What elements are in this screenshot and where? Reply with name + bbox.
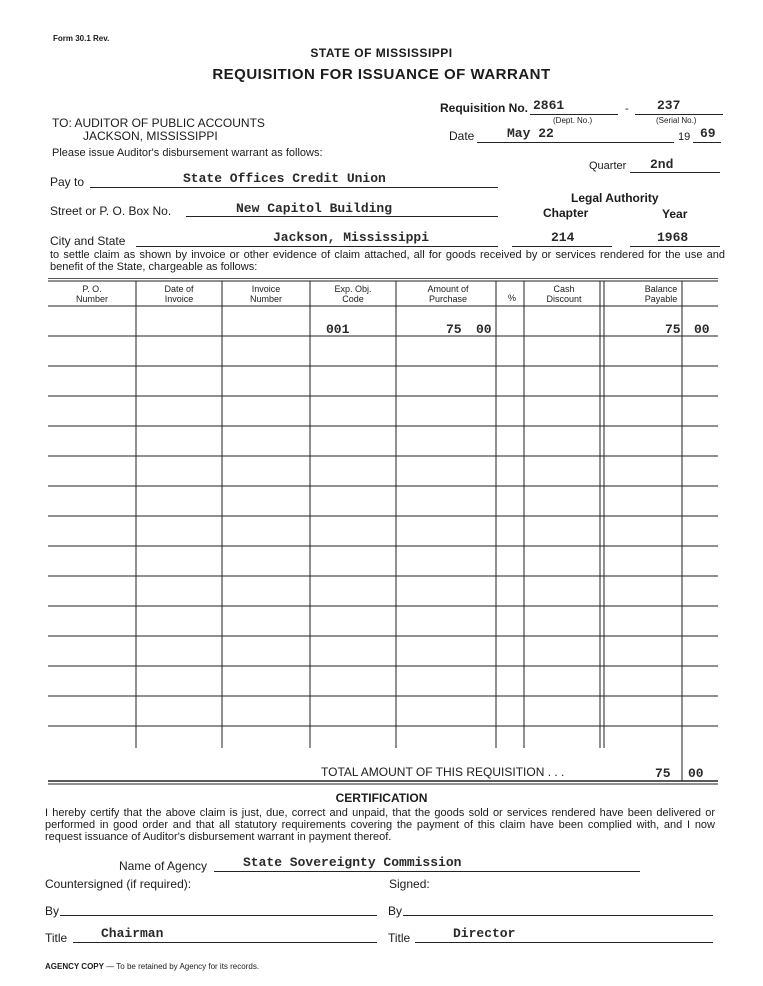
agency-copy-note xyxy=(45,962,259,971)
row-1-exp-obj-code: 001 xyxy=(326,322,350,337)
certification-title: CERTIFICATION xyxy=(335,791,428,805)
total-dollars: 75 xyxy=(655,766,671,781)
pay-to-label: Pay to xyxy=(50,175,85,189)
column-header-percent: % xyxy=(507,293,516,303)
certification-text: I hereby certify that the above claim is just, due, correct and unpaid, that the goods sold or services rendered have been delivered or performed in good order and that all statutory requirements covering the payment of this claim have been complied with, and I now request issuance of Auditor's disbursement warrant in payment thereof. xyxy=(45,807,715,843)
authority-year-value: 1968 xyxy=(657,230,689,245)
row-1-amount-dollars: 75 xyxy=(446,322,462,337)
settle-text: to settle claim as shown by invoice or other evidence of claim attached, all for goods received by or services rendered for the use and benefit of the State, chargeable as follows: xyxy=(50,249,725,273)
agency-copy-label: AGENCY COPY xyxy=(45,962,104,971)
column-header-date-of-invoice: Date of Invoice xyxy=(164,284,194,304)
left-by-label: By xyxy=(45,904,60,918)
pay-to-value: State Offices Credit Union xyxy=(183,171,386,186)
dept-caption: (Dept. No.) xyxy=(553,116,593,125)
instruction-text: Please issue Auditor's disbursement warrant as follows: xyxy=(52,147,323,159)
legal-authority-title: Legal Authority xyxy=(571,191,659,205)
chapter-value: 214 xyxy=(551,230,575,245)
column-header-exp-obj-code: Exp. Obj. Code xyxy=(334,284,372,304)
form-number: Form 30.1 Rev. xyxy=(53,34,110,43)
street-value: New Capitol Building xyxy=(236,201,393,216)
column-header-po-number: P. O. Number xyxy=(75,284,108,304)
countersigned-label: Countersigned (if required): xyxy=(45,877,192,891)
chapter-label: Chapter xyxy=(543,206,589,220)
agency-value: State Sovereignty Commission xyxy=(243,855,462,870)
right-title-label: Title xyxy=(388,931,411,945)
column-header-balance-payable: Balance Payable xyxy=(644,284,678,304)
right-title-value: Director xyxy=(453,926,516,941)
agency-copy-text: — To be retained by Agency for its records. xyxy=(106,962,260,971)
addressee-line2: JACKSON, MISSISSIPPI xyxy=(83,129,218,143)
agency-label: Name of Agency xyxy=(119,859,208,873)
column-header-cash-discount: Cash Discount xyxy=(546,284,582,304)
column-header-invoice-number: Invoice Number xyxy=(249,284,282,304)
quarter-value: 2nd xyxy=(650,157,674,172)
form-title: REQUISITION FOR ISSUANCE OF WARRANT xyxy=(212,66,551,83)
date-label: Date xyxy=(449,129,475,143)
date-value: May 22 xyxy=(507,126,554,141)
year-value: 69 xyxy=(700,126,716,141)
quarter-label: Quarter xyxy=(589,160,627,172)
left-title-value: Chairman xyxy=(101,926,164,941)
city-value: Jackson, Mississippi xyxy=(273,230,430,245)
dept-number: 2861 xyxy=(533,98,565,113)
row-1-amount-cents: 00 xyxy=(476,322,492,337)
total-cents: 00 xyxy=(688,766,704,781)
city-label: City and State xyxy=(50,234,126,248)
serial-caption: (Serial No.) xyxy=(656,116,697,125)
left-title-label: Title xyxy=(45,931,68,945)
requisition-label: Requisition No. xyxy=(440,101,528,115)
addressee-line1: TO: AUDITOR OF PUBLIC ACCOUNTS xyxy=(52,116,265,130)
row-1-balance-dollars: 75 xyxy=(665,322,681,337)
signed-label: Signed: xyxy=(389,877,430,891)
year-prefix: 19 xyxy=(678,131,691,143)
state-heading: STATE OF MISSISSIPPI xyxy=(310,46,453,60)
year-label: Year xyxy=(662,207,688,221)
column-header-amount-of-purchase: Amount of Purchase xyxy=(427,284,469,304)
street-label: Street or P. O. Box No. xyxy=(50,204,172,218)
row-1-balance-cents: 00 xyxy=(694,322,710,337)
claim-table-grid xyxy=(48,278,718,788)
right-by-label: By xyxy=(388,904,403,918)
serial-number: 237 xyxy=(657,98,681,113)
total-label: TOTAL AMOUNT OF THIS REQUISITION . . . xyxy=(321,765,565,779)
